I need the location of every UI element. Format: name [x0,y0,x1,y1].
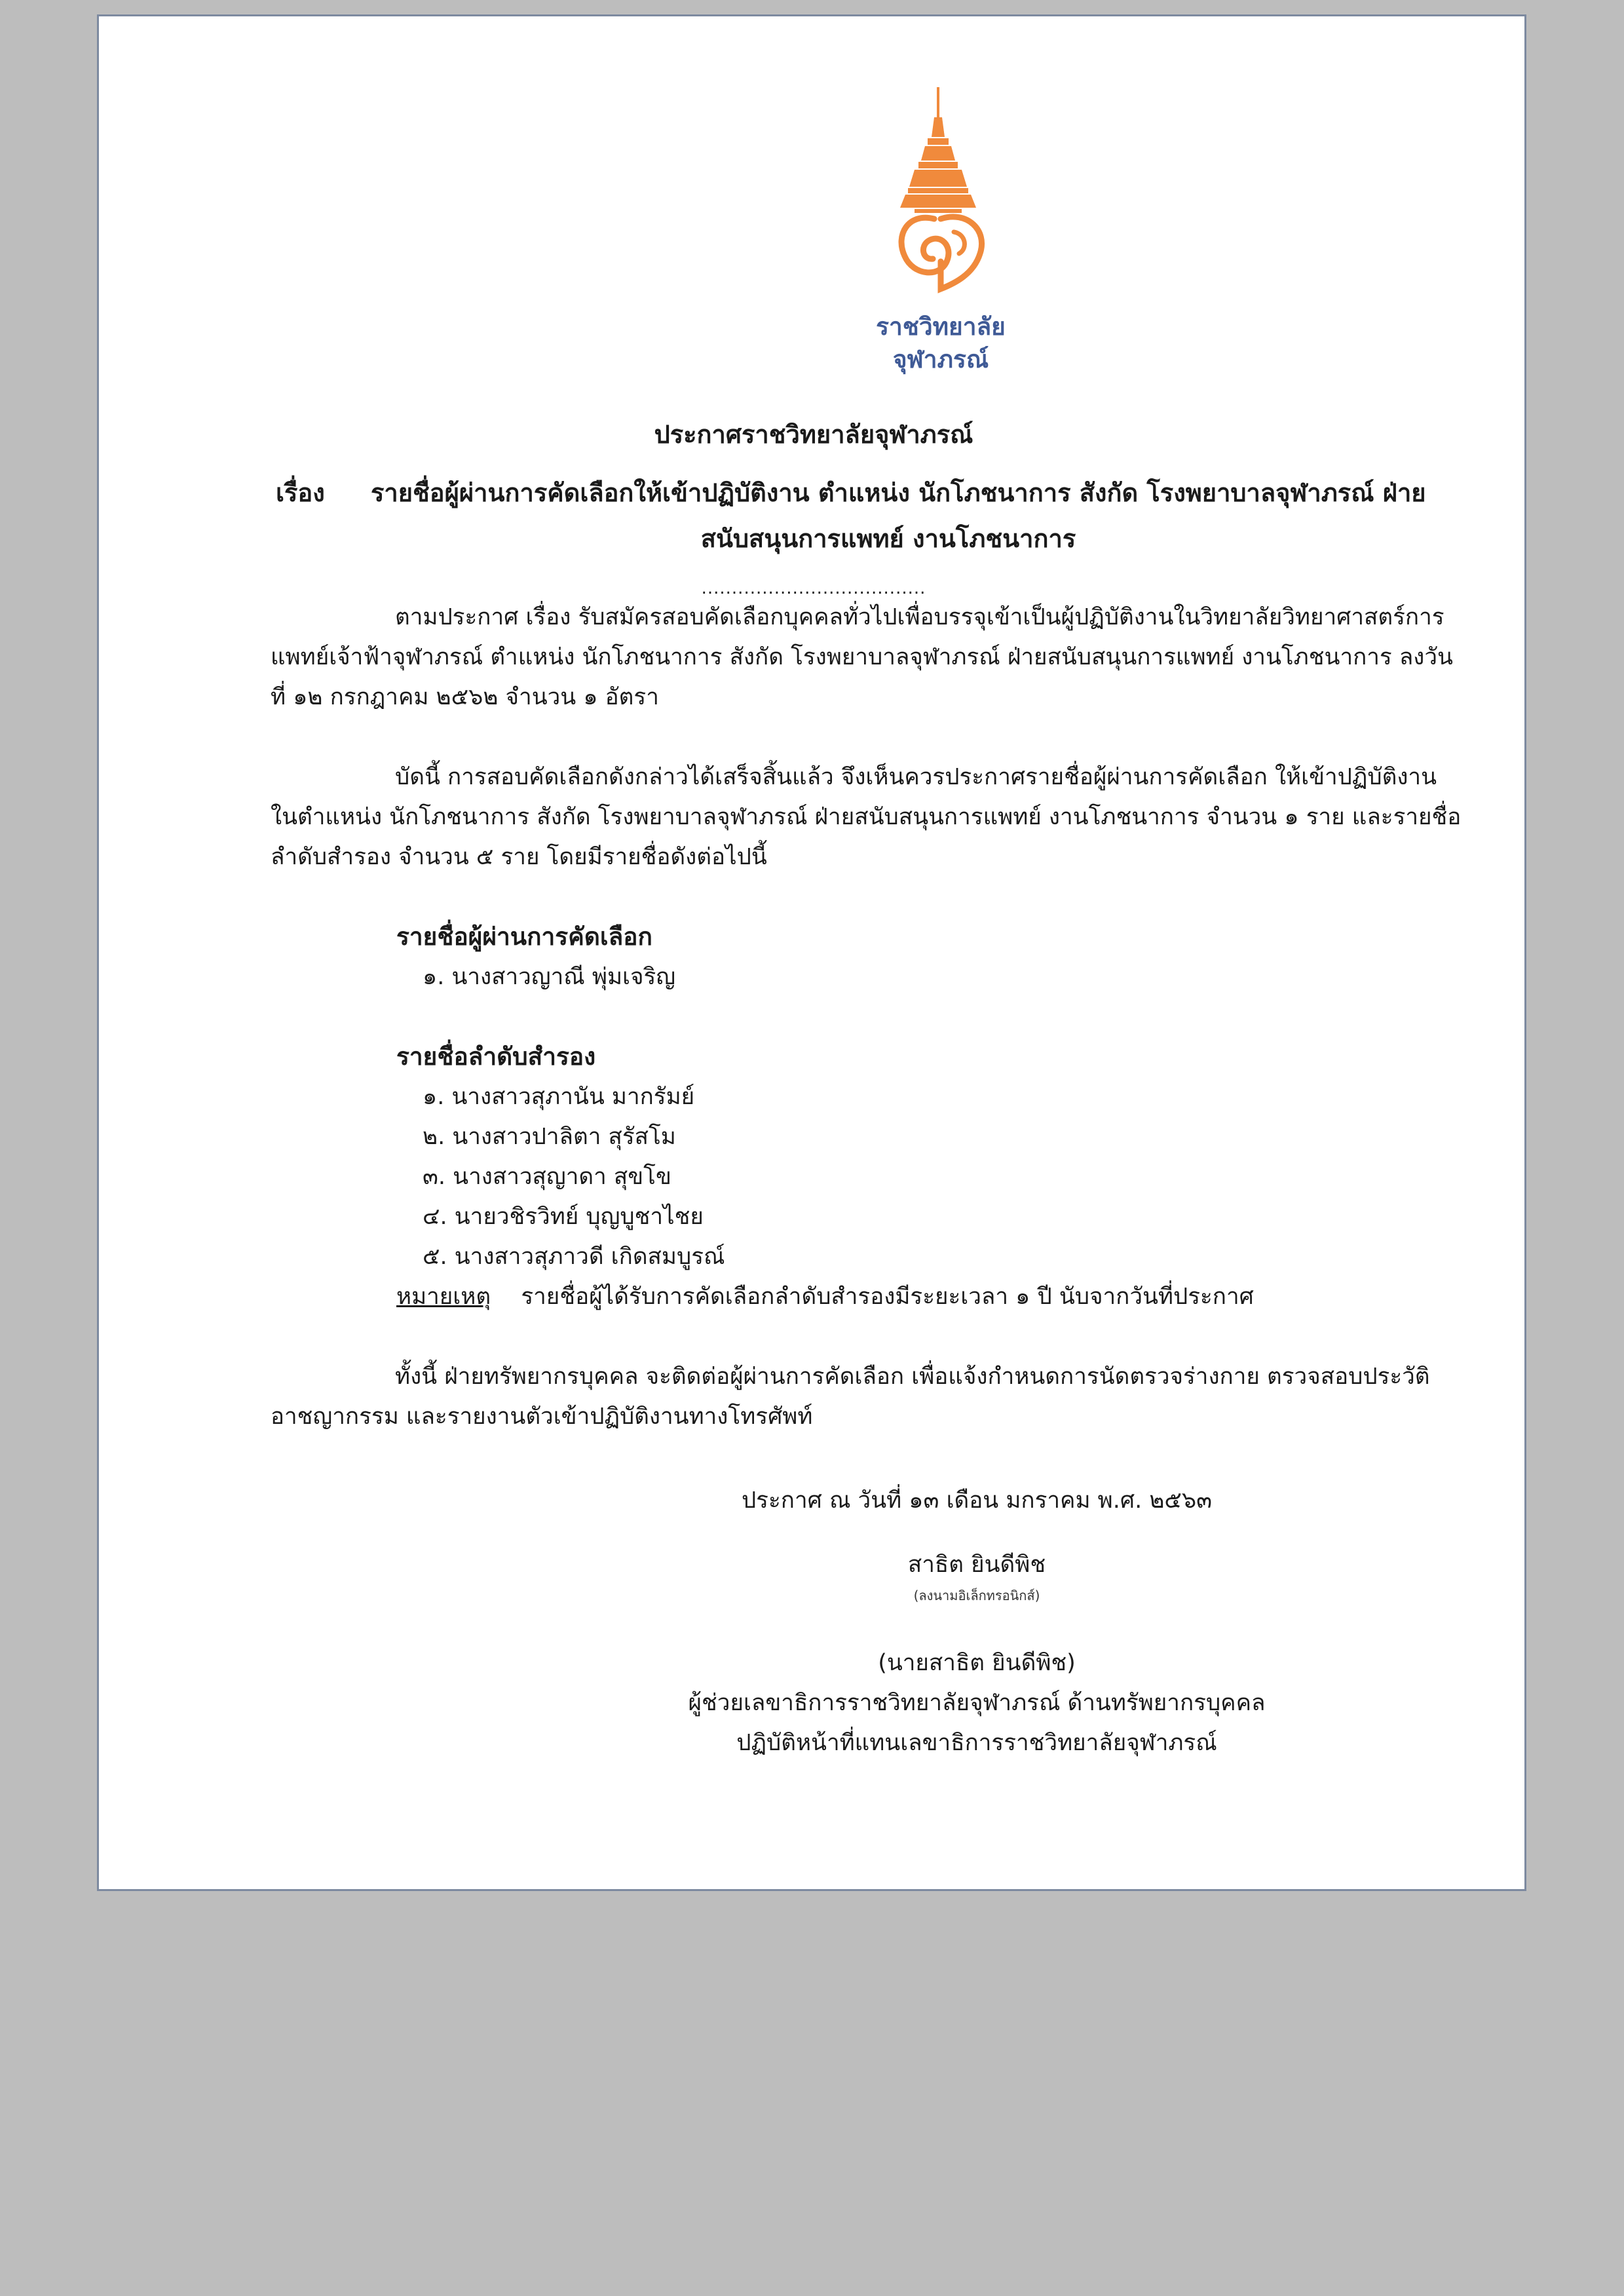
para3-line-1: ทั้งนี้ ฝ่ายทรัพยากรบุคคล จะติดต่อผู้ผ่านการคัดเลือก เพื่อแจ้งกำหนดการนัดตรวจร่างกาย ตรวจสอบประวัติ [395,1364,1430,1390]
college-logo [842,85,1039,386]
separator-dots: ..................................... [701,579,926,598]
announcement-date: ประกาศ ณ วันที่ ๑๓ เดือน มกราคม พ.ศ. ๒๕๖๓ [741,1487,1213,1514]
reserve-list-item: ๕. นางสาวสุภาวดี เกิดสมบูรณ์ [423,1244,725,1270]
signer-position-1: ผู้ช่วยเลขาธิการราชวิทยาลัยจุฬาภรณ์ ด้านทรัพยากรบุคคล [688,1690,1266,1716]
note-line [396,1280,1254,1313]
para1-line-2: แพทย์เจ้าฟ้าจุฬาภรณ์ ตำแหน่ง นักโภชนาการ สังกัด โรงพยาบาลจุฬาภรณ์ ฝ่ายสนับสนุนการแพทย์ งานโภชนาการ ลงวัน [271,644,1453,670]
logo-text-line1: ราชวิทยาลัย [876,313,1006,341]
signature: สาธิต ยินดีพิช [907,1552,1046,1578]
para2-line-1: บัดนี้ การสอบคัดเลือกดังกล่าวได้เสร็จสิ้นแล้ว จึงเห็นควรประกาศรายชื่อผู้ผ่านการคัดเลือก ให้เข้าปฏิบัติงาน [395,764,1437,790]
para1-line-3: ที่ ๑๒ กรกฎาคม ๒๕๖๒ จำนวน ๑ อัตรา [271,684,659,710]
para2-line-2: ในตำแหน่ง นักโภชนาการ สังกัด โรงพยาบาลจุฬาภรณ์ ฝ่ายสนับสนุนการแพทย์ งานโภชนาการ จำนวน ๑ ราย และรายชื่อ [271,804,1462,830]
document-page [97,14,1526,1891]
logo-text-line2: จุฬาภรณ์ [892,345,989,373]
signer-name: (นายสาธิต ยินดีพิช) [878,1650,1076,1676]
subject-label: เรื่อง [276,478,325,507]
note-label: หมายเหตุ [396,1284,491,1310]
subject-line-1: รายชื่อผู้ผ่านการคัดเลือกให้เข้าปฏิบัติงาน ตำแหน่ง นักโภชนาการ สังกัด โรงพยาบาลจุฬาภรณ์ ฝ่าย [371,478,1426,507]
passed-heading: รายชื่อผู้ผ่านการคัดเลือก [396,923,652,951]
para2-line-3: ลำดับสำรอง จำนวน ๕ ราย โดยมีรายชื่อดังต่อไปนี้ [271,844,767,870]
signature-note: (ลงนามอิเล็กทรอนิกส์) [913,1588,1040,1603]
passed-list-item: ๑. นางสาวญาณี พุ่มเจริญ [423,964,676,990]
announcement-title: ประกาศราชวิทยาลัยจุฬาภรณ์ [654,420,973,449]
para1-line-1: ตามประกาศ เรื่อง รับสมัครสอบคัดเลือกบุคคลทั่วไปเพื่อบรรจุเข้าเป็นผู้ปฏิบัติงานในวิทยาลัยวิทยาศาสตร์การ [395,604,1445,630]
emblem-icon [842,85,1039,307]
note-text: รายชื่อผู้ได้รับการคัดเลือกลำดับสำรองมีระยะเวลา ๑ ปี นับจากวันที่ประกาศ [521,1284,1254,1310]
reserve-list-item: ๑. นางสาวสุภานัน มากรัมย์ [423,1084,695,1110]
reserve-list-item: ๓. นางสาวสุญาดา สุขโข [423,1164,671,1190]
reserve-list-item: ๒. นางสาวปาลิตา สุรัสโม [423,1124,676,1150]
reserve-list-item: ๔. นายวชิรวิทย์ บุญบูชาไชย [423,1204,704,1230]
subject-line-2: สนับสนุนการแพทย์ งานโภชนาการ [700,524,1076,553]
para3-line-2: อาชญากรรม และรายงานตัวเข้าปฏิบัติงานทางโทรศัพท์ [271,1404,813,1430]
reserve-heading: รายชื่อลำดับสำรอง [396,1043,596,1071]
signer-position-2: ปฏิบัติหน้าที่แทนเลขาธิการราชวิทยาลัยจุฬาภรณ์ [736,1730,1217,1756]
